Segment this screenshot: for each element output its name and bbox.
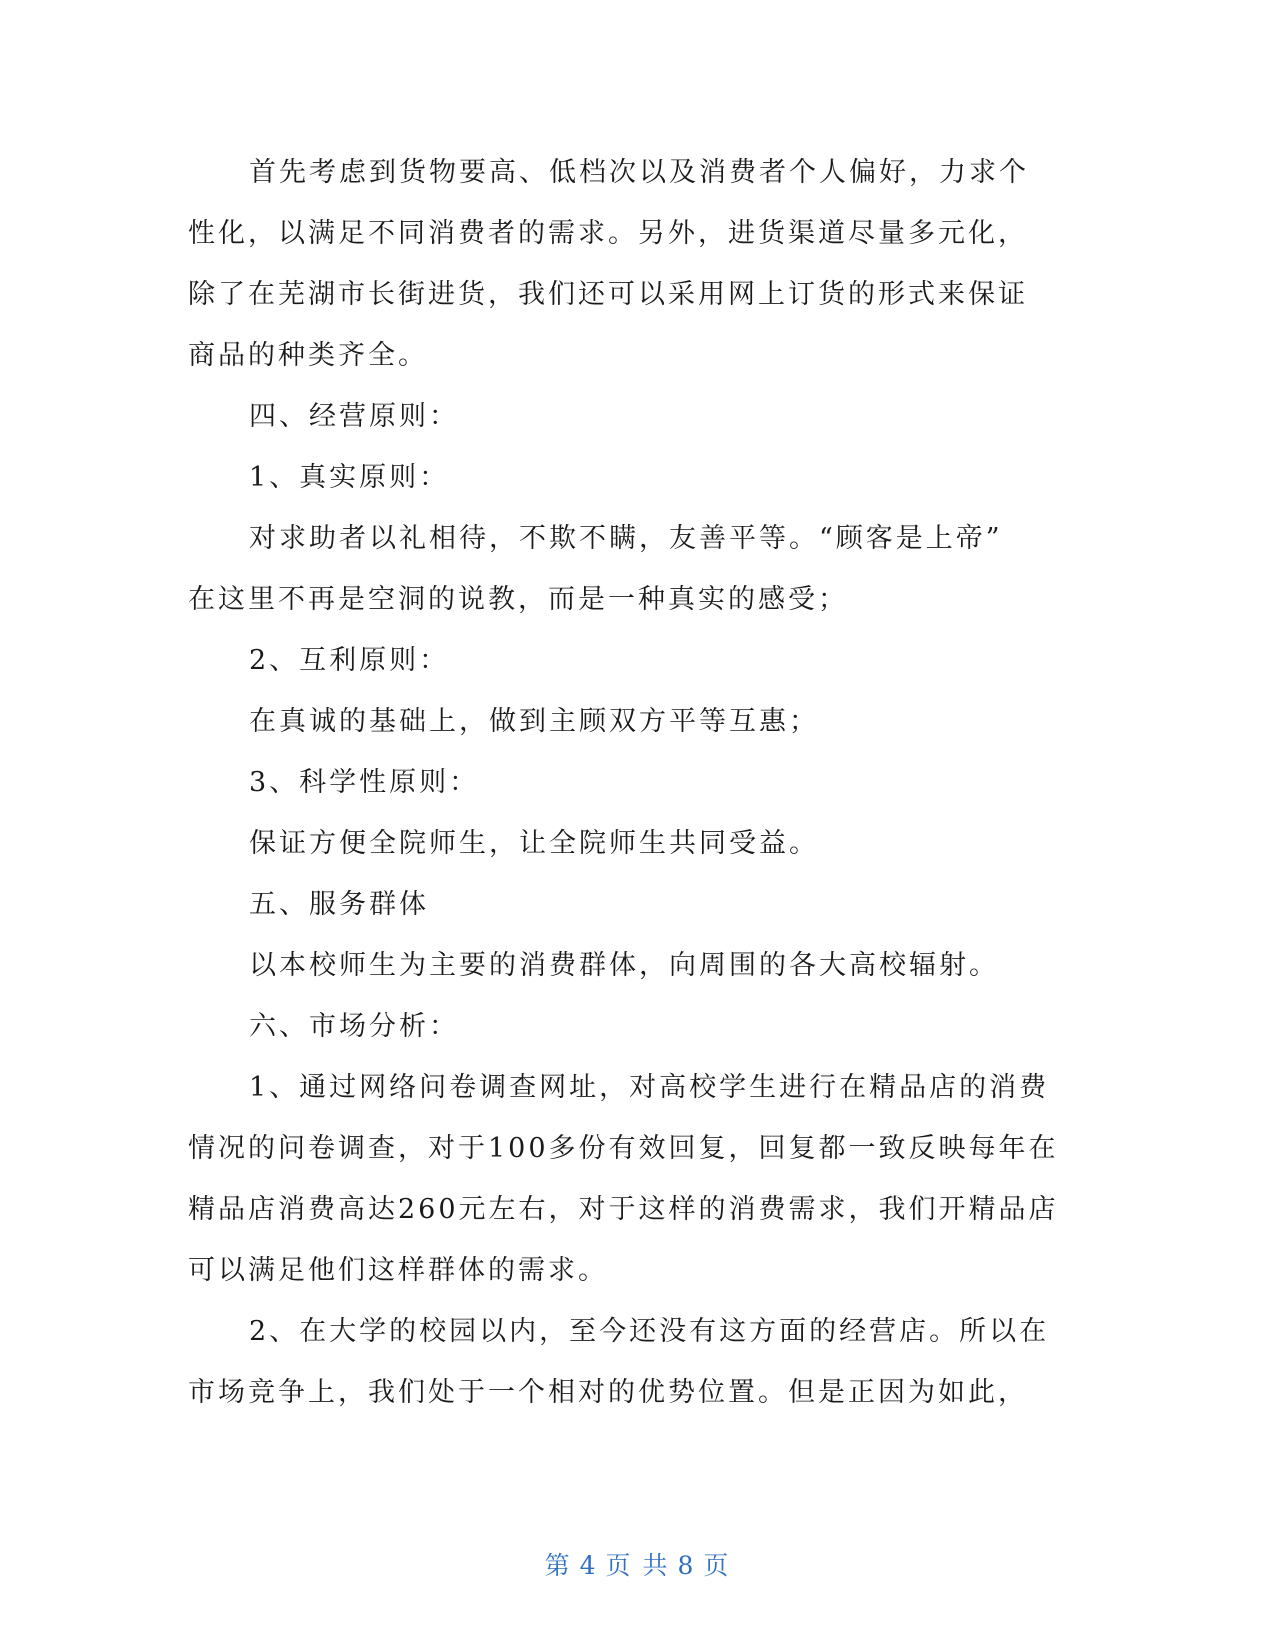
- paragraph-line: 除了在芜湖市长街进货，我们还可以采用网上订货的形式来保证: [188, 279, 1028, 310]
- subsection-heading: 2、互利原则：: [249, 645, 450, 676]
- paragraph-line: 在这里不再是空洞的说教，而是一种真实的感受；: [188, 584, 848, 615]
- paragraph-line: 情况的问卷调查，对于100多份有效回复，回复都一致反映每年在: [188, 1133, 1059, 1164]
- document-body: [188, 142, 1070, 1423]
- footer-suffix: 页: [703, 1551, 731, 1580]
- page-number-footer: [0, 1546, 1275, 1582]
- footer-middle: 页 共: [605, 1551, 670, 1580]
- section-heading: 六、市场分析：: [249, 1011, 459, 1042]
- paragraph-line: 精品店消费高达260元左右，对于这样的消费需求，我们开精品店: [188, 1194, 1059, 1225]
- paragraph-line: 首先考虑到货物要高、低档次以及消费者个人偏好，力求个: [249, 157, 1029, 188]
- paragraph-line: 市场竞争上，我们处于一个相对的优势位置。但是正因为如此，: [188, 1377, 1028, 1408]
- paragraph-line: 商品的种类齐全。: [188, 340, 428, 371]
- paragraph-line: 2、在大学的校园以内，至今还没有这方面的经营店。所以在: [249, 1316, 1050, 1347]
- subsection-heading: 3、科学性原则：: [249, 767, 480, 798]
- paragraph-line: 在真诚的基础上，做到主顾双方平等互惠；: [249, 706, 819, 737]
- paragraph-line: 性化，以满足不同消费者的需求。另外，进货渠道尽量多元化，: [188, 218, 1028, 249]
- paragraph-line: 可以满足他们这样群体的需求。: [188, 1255, 608, 1286]
- footer-prefix: 第: [544, 1551, 572, 1580]
- subsection-heading: 1、真实原则：: [249, 462, 450, 493]
- section-heading: 四、经营原则：: [249, 401, 459, 432]
- paragraph-line: 以本校师生为主要的消费群体，向周围的各大高校辐射。: [249, 950, 999, 981]
- total-page-count: 8: [677, 1551, 696, 1580]
- paragraph-line: 对求助者以礼相待，不欺不瞒，友善平等。“顾客是上帝”: [249, 523, 1003, 554]
- section-heading: 五、服务群体: [249, 889, 429, 920]
- current-page-number: 4: [579, 1551, 598, 1580]
- paragraph-line: 保证方便全院师生，让全院师生共同受益。: [249, 828, 819, 859]
- paragraph-line: 1、通过网络问卷调查网址，对高校学生进行在精品店的消费: [249, 1072, 1050, 1103]
